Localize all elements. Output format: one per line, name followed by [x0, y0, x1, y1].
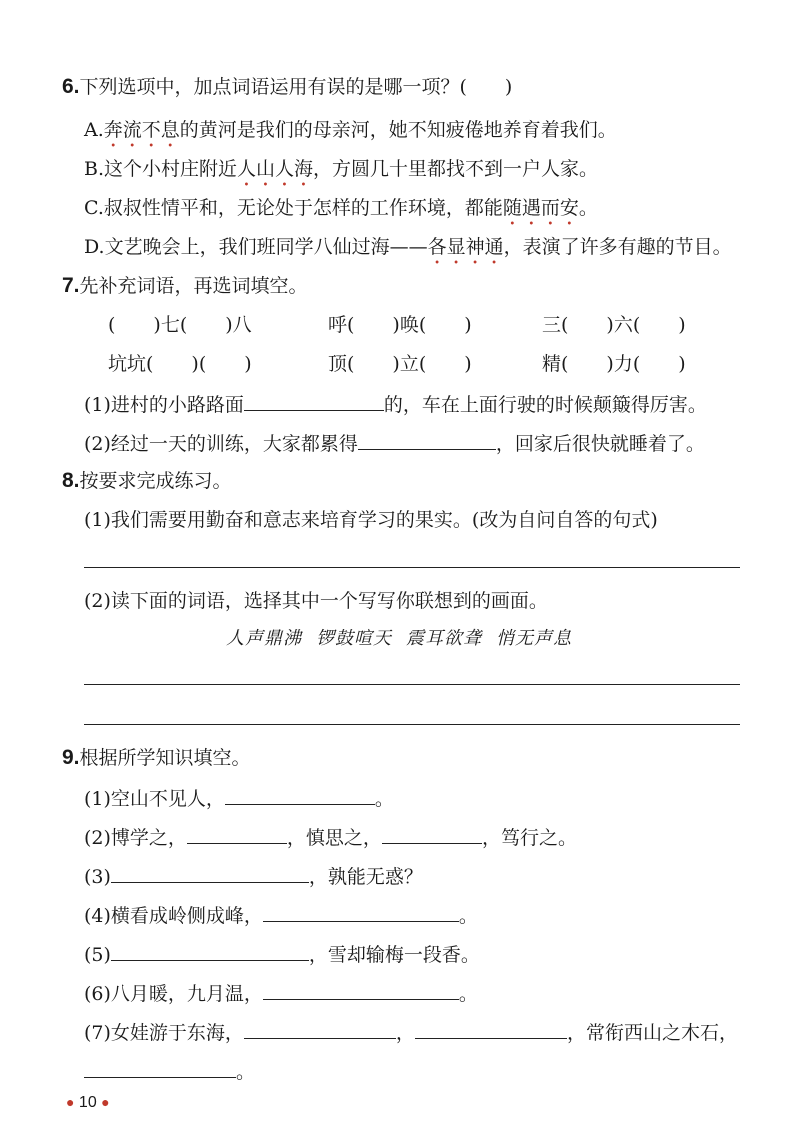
- q9-item-6-suffix: 。: [458, 983, 478, 1005]
- q9-item-1: [84, 784, 394, 812]
- question-6-stem: 下列选项中，加点词语运用有误的是哪一项？( ): [79, 76, 513, 98]
- idiom-blank-2[interactable]: 呼( )唤( ): [328, 314, 472, 336]
- q9-item-6-blank[interactable]: [263, 979, 459, 1000]
- question-8: [62, 468, 232, 494]
- q6-option-c: [84, 195, 598, 230]
- q7-sub-2-prefix: (2)经过一天的训练，大家都累得: [84, 433, 358, 455]
- q9-item-1-blank[interactable]: [225, 784, 375, 805]
- page-number: 10: [78, 1094, 97, 1111]
- option-a-prefix: A.: [84, 119, 104, 141]
- q8-sub-2: (2)读下面的词语，选择其中一个写写你联想到的画面。: [84, 590, 548, 612]
- q9-item-1-prefix: (1)空山不见人，: [84, 788, 225, 810]
- idiom-blank-5[interactable]: 顶( )立( ): [328, 353, 472, 375]
- question-9: [62, 745, 251, 771]
- q9-item-2-blank-2[interactable]: [382, 823, 482, 844]
- question-8-stem: 按要求完成练习。: [79, 470, 232, 492]
- q9-item-3-suffix: ，孰能无惑？: [308, 866, 423, 888]
- bullet-icon: ●: [66, 1094, 75, 1110]
- q9-item-5: [84, 940, 480, 968]
- option-b-prefix: B.这个小村庄附近: [84, 158, 238, 180]
- q9-item-2-part-a: (2)博学之，: [84, 827, 187, 849]
- q8-answer-line-2[interactable]: [84, 684, 740, 685]
- q6-option-b: [84, 156, 598, 191]
- option-a-text: 的黄河是我们的母亲河，她不知疲倦地养育着我们。: [179, 119, 617, 141]
- idiom-blank-1[interactable]: ( )七( )八: [108, 314, 252, 336]
- idiom-blank-4[interactable]: 坑坑( )( ): [108, 353, 252, 375]
- q9-item-7-continued: [84, 1057, 255, 1085]
- q9-item-4-suffix: 。: [458, 905, 478, 927]
- bullet-icon: ●: [101, 1094, 110, 1110]
- q7-sub-2-blank[interactable]: [358, 429, 496, 450]
- question-9-stem: 根据所学知识填空。: [79, 747, 251, 769]
- idiom-4: 悄无声息: [496, 628, 572, 649]
- q9-item-3: [84, 862, 423, 890]
- q7-sub-1-suffix: 的，车在上面行驶的时候颠簸得厉害。: [383, 394, 707, 416]
- idiom-list: [226, 624, 586, 650]
- option-d-prefix: D.文艺晚会上，我们班同学八仙过海——: [84, 236, 428, 258]
- q9-item-2-part-c: ，笃行之。: [481, 827, 577, 849]
- q6-option-a: [84, 117, 617, 152]
- q7-sub-2: [84, 429, 705, 457]
- q9-item-2-blank-1[interactable]: [187, 823, 287, 844]
- q9-item-7-blank-3[interactable]: [84, 1057, 236, 1078]
- q9-item-2: [84, 823, 577, 851]
- option-b-dotted-word: 人山人海: [237, 158, 314, 180]
- q9-item-3-blank[interactable]: [111, 862, 309, 883]
- question-6-number: 6.: [62, 75, 80, 98]
- q9-item-6: [84, 979, 478, 1007]
- q9-item-4-prefix: (4)横看成岭侧成峰，: [84, 905, 263, 927]
- q9-item-4-blank[interactable]: [263, 901, 459, 922]
- q7-sub-2-suffix: ，回家后很快就睡着了。: [495, 433, 705, 455]
- question-6: [62, 74, 512, 100]
- question-7-number: 7.: [62, 274, 80, 297]
- q6-option-d: [84, 234, 732, 269]
- q9-item-7-prefix: (7)女娃游于东海，: [84, 1022, 244, 1044]
- question-8-number: 8.: [62, 469, 80, 492]
- q8-answer-line-3[interactable]: [84, 724, 740, 725]
- idiom-blank-6[interactable]: 精( )力( ): [542, 353, 686, 375]
- q9-item-1-suffix: 。: [374, 788, 394, 810]
- idiom-3: 震耳欲聋: [406, 628, 482, 649]
- q7-sub-1-blank[interactable]: [244, 390, 384, 411]
- question-7: [62, 273, 308, 299]
- option-b-text: ，方圆几十里都找不到一户人家。: [313, 158, 599, 180]
- q9-item-5-prefix: (5): [84, 944, 111, 966]
- option-d-dotted-word: 各显神通: [427, 236, 504, 258]
- q9-item-7-blank-2[interactable]: [415, 1018, 567, 1039]
- q9-item-7-blank-1[interactable]: [244, 1018, 396, 1039]
- page-number-footer: [66, 1094, 110, 1112]
- option-c-text: 。: [578, 197, 598, 219]
- q9-item-7-end: 。: [236, 1061, 256, 1083]
- q9-item-3-prefix: (3): [84, 866, 111, 888]
- q9-item-2-part-b: ，慎思之，: [286, 827, 382, 849]
- question-9-number: 9.: [62, 746, 80, 769]
- option-d-text: ，表演了许多有趣的节目。: [503, 236, 732, 258]
- q9-item-6-prefix: (6)八月暖，九月温，: [84, 983, 263, 1005]
- q9-item-7: [84, 1018, 738, 1046]
- idiom-1: 人声鼎沸: [226, 628, 302, 649]
- q9-item-5-suffix: ，雪却输梅一段香。: [308, 944, 480, 966]
- q7-sub-1: [84, 390, 707, 418]
- idiom-blank-3[interactable]: 三( )六( ): [542, 314, 686, 336]
- q8-answer-line-1[interactable]: [84, 567, 740, 568]
- question-7-stem: 先补充词语，再选词填空。: [79, 275, 308, 297]
- q8-sub-1: (1)我们需要用勤奋和意志来培育学习的果实。(改为自问自答的句式): [84, 509, 658, 531]
- idiom-2: 锣鼓喧天: [316, 628, 392, 649]
- q7-sub-1-prefix: (1)进村的小路路面: [84, 394, 244, 416]
- option-a-dotted-word: 奔流不息: [103, 119, 180, 141]
- q9-item-7-suffix: ，常衔西山之木石，: [566, 1022, 738, 1044]
- option-c-dotted-word: 随遇而安: [502, 197, 579, 219]
- option-c-prefix: C.叔叔性情平和，无论处于怎样的工作环境，都能: [84, 197, 503, 219]
- q9-item-4: [84, 901, 478, 929]
- q9-item-5-blank[interactable]: [111, 940, 309, 961]
- q9-item-7-comma: ，: [395, 1022, 415, 1044]
